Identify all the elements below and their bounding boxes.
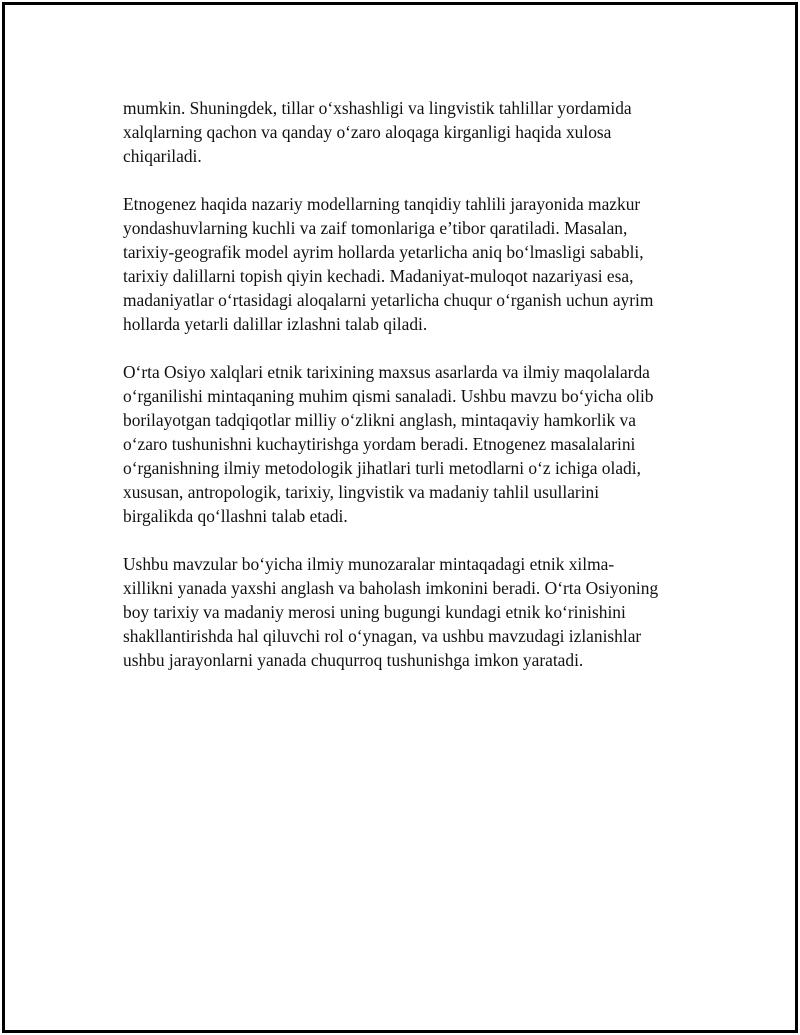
paragraph-3 (123, 360, 703, 528)
text-line: borilayotgan tadqiqotlar milliy o‘zlikni anglash, mintaqaviy hamkorlik va (123, 410, 636, 430)
text-line: hollarda yetarli dalillar izlashni talab qiladi. (123, 314, 428, 334)
text-line: o‘zaro tushunishni kuchaytirishga yordam beradi. Etnogenez masalalarini (123, 434, 636, 454)
text-line: boy tarixiy va madaniy merosi uning bugungi kundagi etnik ko‘rinishini (123, 602, 626, 622)
text-line: shakllantirishda hal qiluvchi rol o‘ynagan, va ushbu mavzudagi izlanishlar (123, 626, 642, 646)
document-body (123, 96, 703, 696)
text-line: madaniyatlar o‘rtasidagi aloqalarni yetarlicha chuqur o‘rganish uchun ayrim (123, 290, 654, 310)
text-line: O‘rta Osiyo xalqlari etnik tarixining maxsus asarlarda va ilmiy maqolalarda (123, 362, 650, 382)
text-line: yondashuvlarning kuchli va zaif tomonlariga e’tibor qaratiladi. Masalan, (123, 218, 628, 238)
text-line: o‘rganilishi mintaqaning muhim qismi sanaladi. Ushbu mavzu bo‘yicha olib (123, 386, 654, 406)
text-line: tarixiy dalillarni topish qiyin kechadi. Madaniyat-muloqot nazariyasi esa, (123, 266, 634, 286)
text-line: chiqariladi. (123, 146, 202, 166)
text-line: xillikni yanada yaxshi anglash va baholash imkonini beradi. O‘rta Osiyoning (123, 578, 659, 598)
text-line: mumkin. Shuningdek, tillar o‘xshashligi va lingvistik tahlillar yordamida (123, 98, 632, 118)
text-line: Etnogenez haqida nazariy modellarning tanqidiy tahlili jarayonida mazkur (123, 194, 641, 214)
paragraph-2 (123, 192, 703, 336)
text-line: birgalikda qo‘llashni talab etadi. (123, 506, 348, 526)
text-line: xususan, antropologik, tarixiy, lingvistik va madaniy tahlil usullarini (123, 482, 600, 502)
text-line: ushbu jarayonlarni yanada chuqurroq tushunishga imkon yaratadi. (123, 650, 584, 670)
paragraph-4 (123, 552, 703, 672)
paragraph-1 (123, 96, 703, 168)
page-frame (2, 2, 798, 1033)
text-line: xalqlarning qachon va qanday o‘zaro aloqaga kirganligi haqida xulosa (123, 122, 612, 142)
text-line: Ushbu mavzular bo‘yicha ilmiy munozaralar mintaqadagi etnik xilma- (123, 554, 615, 574)
text-line: o‘rganishning ilmiy metodologik jihatlari turli metodlarni o‘z ichiga oladi, (123, 458, 641, 478)
text-line: tarixiy-geografik model ayrim hollarda yetarlicha aniq bo‘lmasligi sababli, (123, 242, 644, 262)
